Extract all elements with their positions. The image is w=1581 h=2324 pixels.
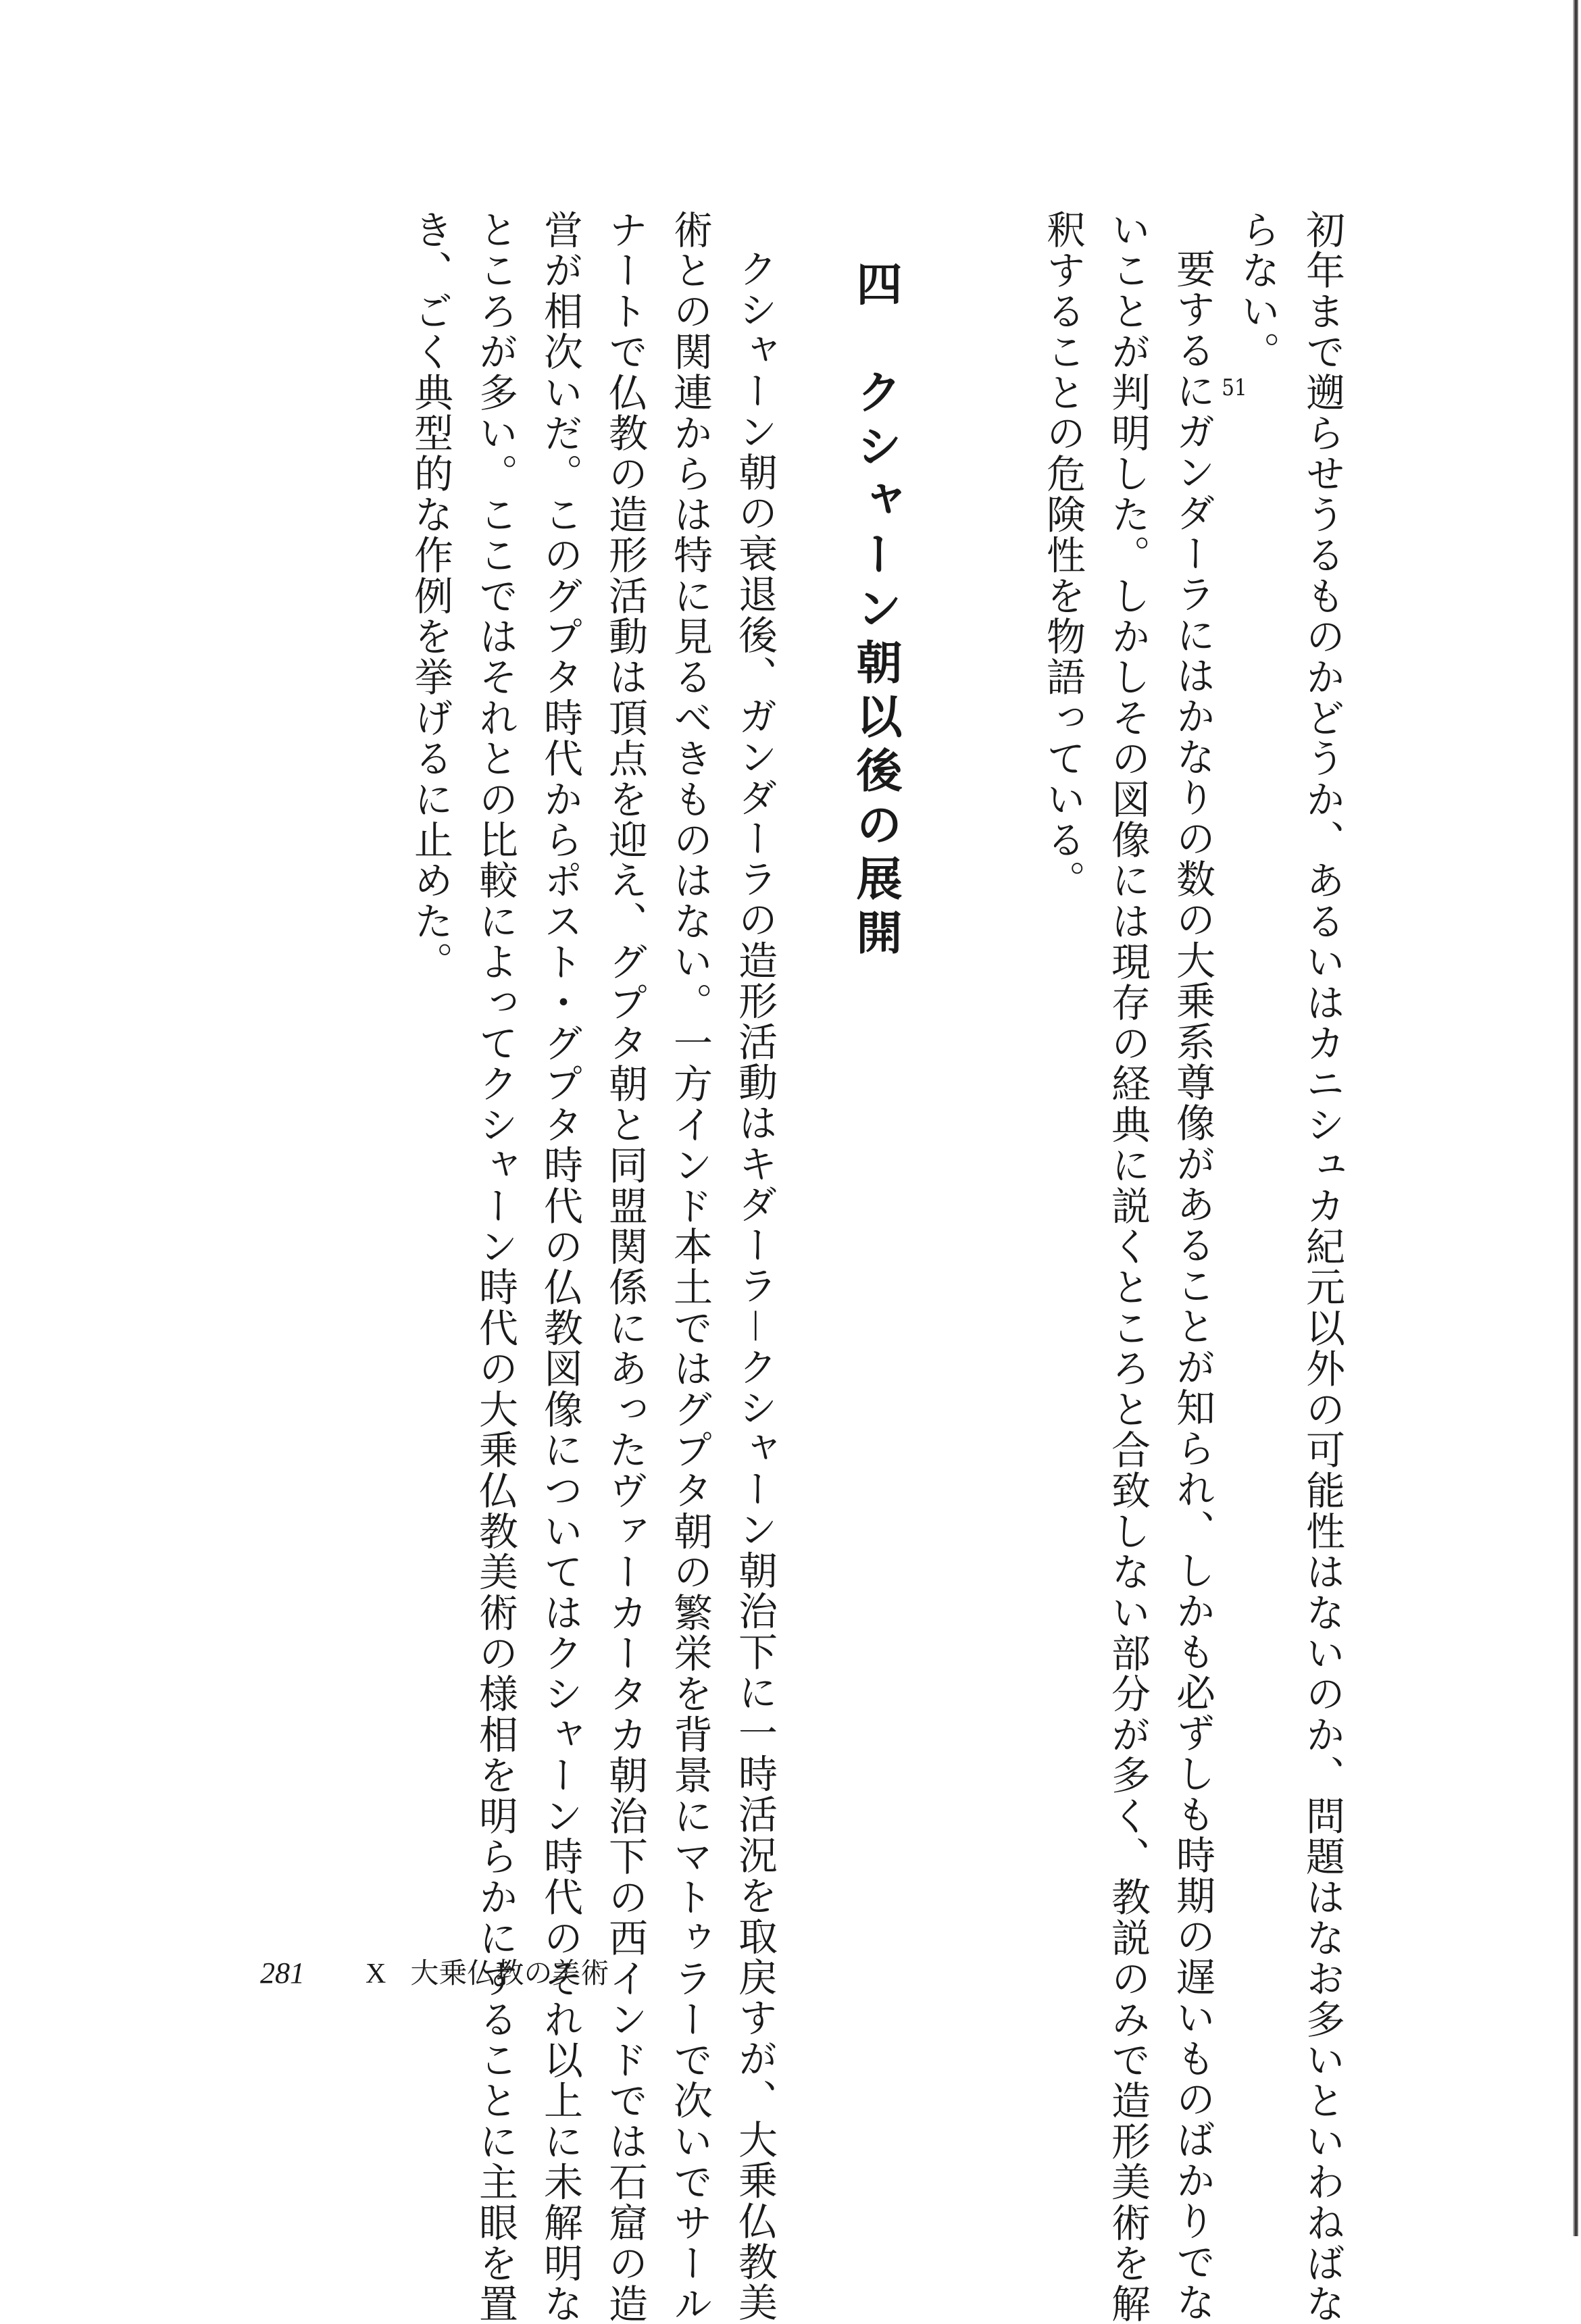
- text-column-5: 釈することの危険性を物語っている。: [1040, 209, 1086, 901]
- text-column-10: ところが多い。ここではそれとの比較によってクシャーン時代の大乗仏教美術の様相を明らかにすることに主眼を置: [472, 209, 518, 2324]
- text-column-6: クシャーン朝の衰退後、ガンダーラの造形活動はキダーラ－クシャーン朝治下に一時活況を取戻すが、大乗仏教美: [732, 249, 778, 2323]
- text-column-7: 術との関連からは特に見るべきものはない。一方インド本土ではグプタ朝の繁栄を背景にマトゥラーで次いでサール: [667, 209, 713, 2324]
- section-heading: 四 クシャーン朝以後の展開: [849, 260, 903, 963]
- page-number: 281: [260, 1956, 305, 1990]
- text-column-8: ナートで仏教の造形活動は頂点を迎え、グプタ朝と同盟関係にあったヴァーカータカ朝治下の西インドでは石窟の造: [602, 209, 648, 2324]
- chapter-number: X: [366, 1959, 386, 1990]
- text-column-4: いことが判明した。しかしその図像には現存の経典に説くところと合致しない部分が多く、教説のみで造形美術を解: [1105, 209, 1151, 2324]
- chapter-title: 大乗仏教の美術: [410, 1956, 609, 1990]
- text-column-3: 要するにガンダーラにはかなりの数の大乗系尊像があることが知られ、しかも必ずしも時期の遅いものばかりでな: [1170, 249, 1215, 2323]
- footnote-reference: 51: [1222, 376, 1247, 399]
- text-column-2: [1222, 209, 1280, 403]
- text-column-9: 営が相次いだ。このグプタ時代からポスト・グプタ時代の仏教図像についてはクシャーン時代のそれ以上に未解明な: [537, 209, 583, 2324]
- page-footer: [260, 1951, 609, 1992]
- text-column-11: き、ごく典型的な作例を挙げるに止めた。: [407, 209, 453, 982]
- scan-edge-line: [1573, 0, 1578, 2236]
- text-column-1: 初年まで遡らせうるものかどうか、あるいはカニシュカ紀元以外の可能性はないのか、問題はなお多いといわねばな: [1299, 209, 1345, 2324]
- text-column-2-body: らない。: [1234, 209, 1280, 372]
